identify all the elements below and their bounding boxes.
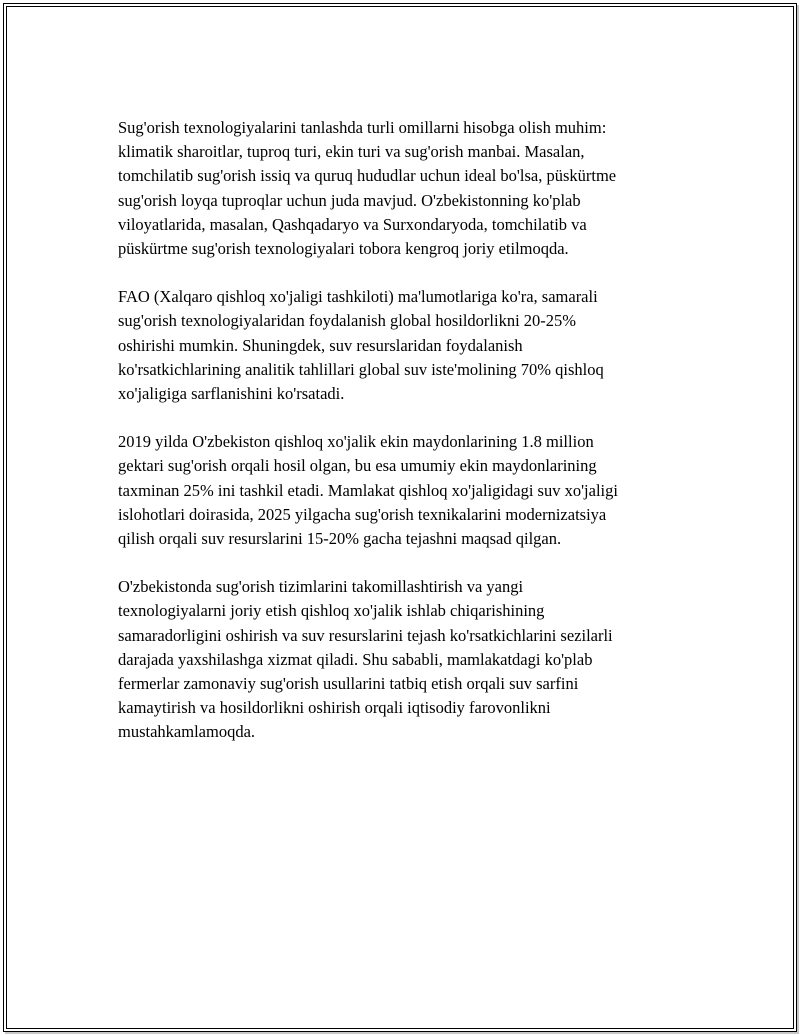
text-line: darajada yaxshilashga xizmat qiladi. Shu sababli, mamlakatdagi ko'plab <box>118 649 593 669</box>
paragraph-2 <box>118 285 718 406</box>
text-line: tomchilatib sug'orish issiq va quruq hududlar uchun ideal bo'lsa, püskürtme <box>118 166 617 186</box>
text-line: püskürtme sug'orish texnologiyalari tobora kengroq joriy etilmoqda. <box>118 239 569 259</box>
text-line: ko'rsatkichlarining analitik tahlillari global suv iste'molining 70% qishloq <box>118 359 604 379</box>
paragraph-4 <box>118 575 718 744</box>
text-line: sug'orish loyqa tuproqlar uchun juda mavjud. O'zbekistonning ko'plab <box>118 190 581 210</box>
text-line: xo'jaligiga sarflanishini ko'rsatadi. <box>118 384 345 404</box>
text-line: texnologiyalarni joriy etish qishloq xo'jalik ishlab chiqarishining <box>118 601 545 621</box>
paragraph-3 <box>118 430 718 551</box>
text-line: islohotlari doirasida, 2025 yilgacha sug'orish texnikalarini modernizatsiya <box>118 504 607 524</box>
document-body <box>118 116 718 769</box>
text-line: O'zbekistonda sug'orish tizimlarini takomillashtirish va yangi <box>118 577 524 597</box>
text-line: viloyatlarida, masalan, Qashqadaryo va Surxondaryoda, tomchilatib va <box>118 214 587 234</box>
text-line: sug'orish texnologiyalaridan foydalanish global hosildorlikni 20-25% <box>118 311 577 331</box>
text-line: 2019 yilda O'zbekiston qishloq xo'jalik ekin maydonlarining 1.8 million <box>118 432 594 452</box>
text-line: FAO (Xalqaro qishloq xo'jaligi tashkiloti) ma'lumotlariga ko'ra, samarali <box>118 287 598 307</box>
text-line: qilish orqali suv resurslarini 15-20% gacha tejashni maqsad qilgan. <box>118 529 562 549</box>
text-line: klimatik sharoitlar, tuproq turi, ekin turi va sug'orish manbai. Masalan, <box>118 142 585 162</box>
text-line: fermerlar zamonaviy sug'orish usullarini tatbiq etish orqali suv sarfini <box>118 674 579 694</box>
text-line: mustahkamlamoqda. <box>118 722 256 742</box>
text-line: kamaytirish va hosildorlikni oshirish orqali iqtisodiy farovonlikni <box>118 698 551 718</box>
text-line: Sug'orish texnologiyalarini tanlashda turli omillarni hisobga olish muhim: <box>118 118 607 137</box>
paragraph-1 <box>118 116 718 261</box>
text-line: oshirishi mumkin. Shuningdek, suv resurslaridan foydalanish <box>118 335 523 355</box>
text-line: gektari sug'orish orqali hosil olgan, bu esa umumiy ekin maydonlarining <box>118 456 597 476</box>
text-line: samaradorligini oshirish va suv resurslarini tejash ko'rsatkichlarini sezilarli <box>118 625 613 645</box>
text-line: taxminan 25% ini tashkil etadi. Mamlakat qishloq xo'jaligidagi suv xo'jaligi <box>118 480 618 500</box>
